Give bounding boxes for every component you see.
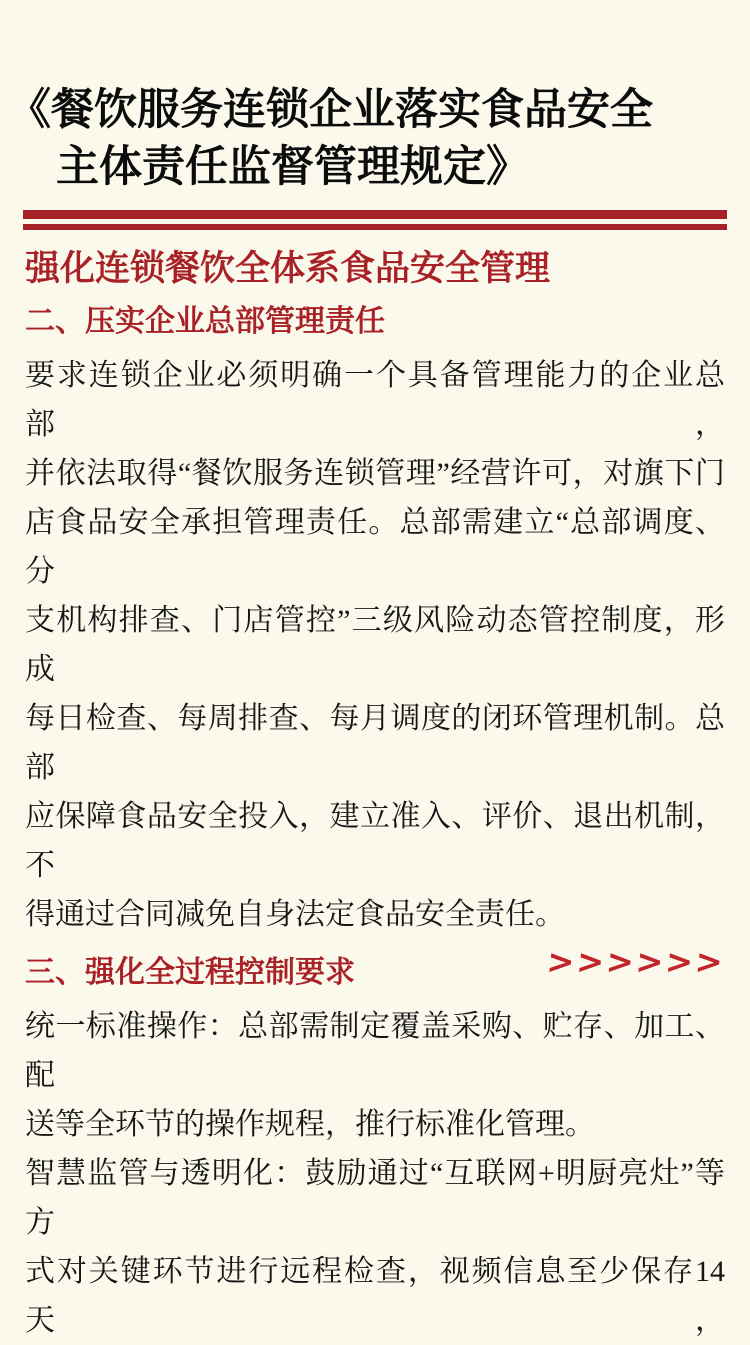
paragraph-line: 智慧监管与透明化：鼓励通过“互联网+明厨亮灶”等方 bbox=[25, 1157, 725, 1239]
section-3-paragraph bbox=[25, 1002, 725, 1345]
divider-bar-thick bbox=[23, 210, 727, 219]
title-divider bbox=[23, 210, 727, 230]
title-line-2: 主体责任监督管理规定》 bbox=[56, 144, 529, 191]
more-indicator: >>>>>> bbox=[545, 942, 728, 981]
section-heading-3: 三、强化全过程控制要求 bbox=[25, 956, 355, 989]
paragraph-line: 每日检查、每周排查、每月调度的闭环管理机制。总部 bbox=[25, 702, 725, 784]
paragraph-line: 店食品安全承担管理责任。总部需建立“总部调度、分 bbox=[25, 506, 725, 588]
divider-bar-thin bbox=[23, 224, 727, 230]
paragraph-line: 要求连锁企业必须明确一个具备管理能力的企业总部， bbox=[25, 359, 725, 441]
paragraph-line: 统一标准操作：总部需制定覆盖采购、贮存、加工、配 bbox=[25, 1010, 725, 1092]
paragraph-line: 应保障食品安全投入，建立准入、评价、退出机制，不 bbox=[25, 800, 725, 882]
title-line-1: 《餐饮服务连锁企业落实食品安全 bbox=[8, 87, 653, 134]
document-title bbox=[0, 0, 750, 196]
section-2-paragraph bbox=[25, 351, 725, 939]
paragraph-line: 得通过合同减免自身法定食品安全责任。 bbox=[25, 898, 565, 931]
paragraph-line: 送等全环节的操作规程，推行标准化管理。 bbox=[25, 1108, 595, 1141]
document-subtitle: 强化连锁餐饮全体系食品安全管理 bbox=[25, 249, 551, 288]
paragraph-line: 式对关键环节进行远程检查，视频信息至少保存14天， bbox=[25, 1255, 725, 1337]
paragraph-line: 并依法取得“餐饮服务连锁管理”经营许可，对旗下门 bbox=[25, 457, 725, 490]
paragraph-line: 支机构排查、门店管控”三级风险动态管控制度，形成 bbox=[25, 604, 725, 686]
section-heading-2: 二、压实企业总部管理责任 bbox=[25, 305, 385, 338]
